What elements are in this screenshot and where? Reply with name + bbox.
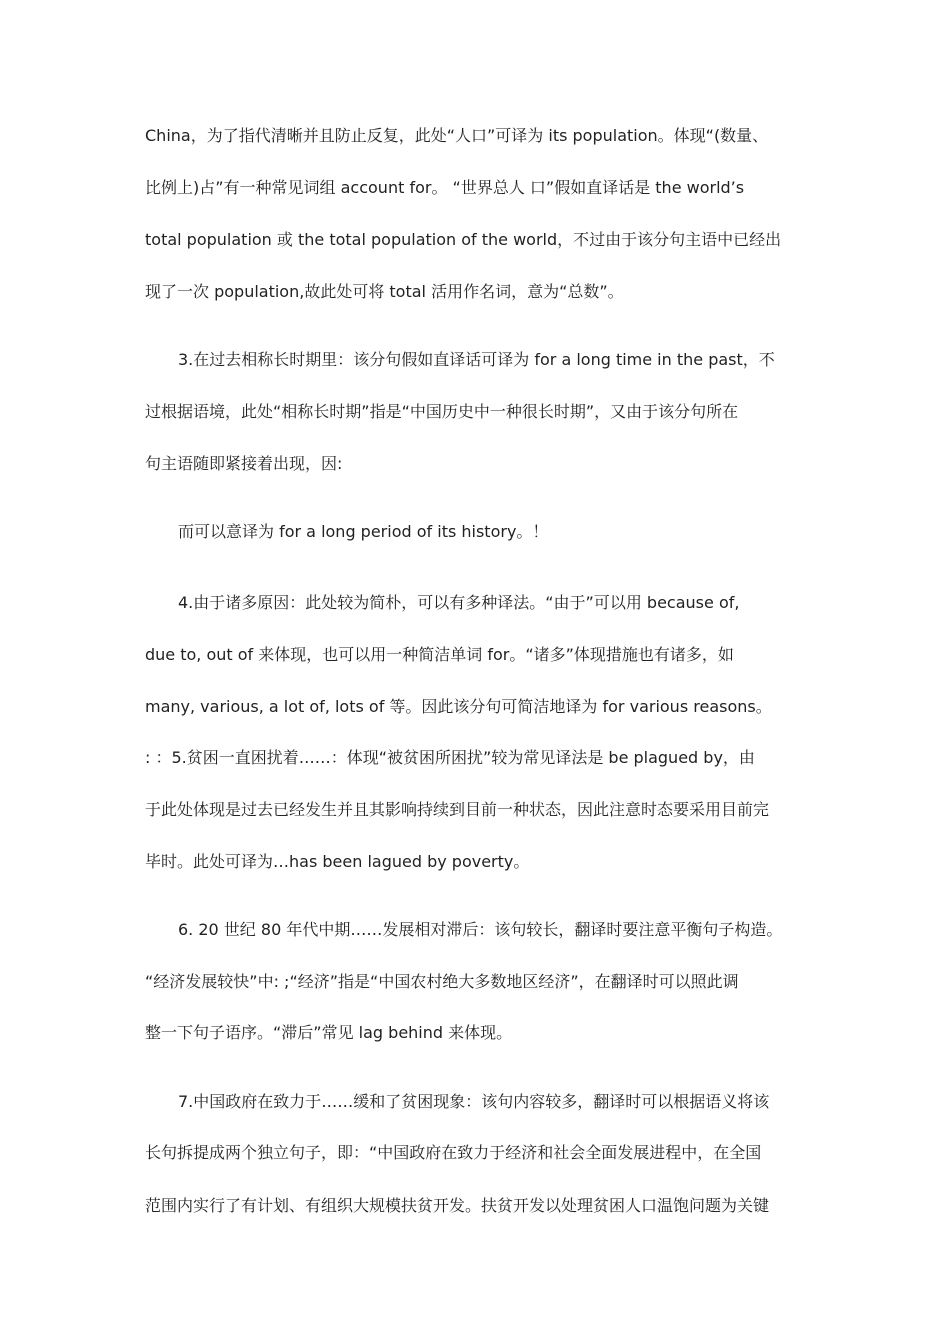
text-line: : ：5.贫困一直困扰着……：体现“被贫困所困扰”较为常见译法是 be plagued by，由 <box>145 748 755 767</box>
text-line: “经济发展较快”中: ;“经济”指是“中国农村绝大多数地区经济”，在翻译时可以照此调 <box>145 972 739 991</box>
text-line: 长句拆提成两个独立句子，即：“中国政府在致力于经济和社会全面发展进程中，在全国 <box>145 1143 762 1162</box>
text-line: 现了一次 population,故此处可将 total 活用作名词，意为“总数”。 <box>145 282 624 301</box>
text-line: many, various, a lot of, lots of 等。因此该分句可简洁地译为 for various reasons。 <box>145 697 772 716</box>
text-line: 比例上)占”有一种常见词组 account for。 “世界总人 口”假如直译话是 the world’s <box>145 178 745 197</box>
text-line: 而可以意译为 for a long period of its history。！ <box>178 522 549 541</box>
text-line: total population 或 the total population of the world，不过由于该分句主语中已经出 <box>145 230 782 249</box>
text-line: 于此处体现是过去已经发生并且其影响持续到目前一种状态，因此注意时态要采用目前完 <box>145 800 770 819</box>
text-line: 7.中国政府在致力于……缓和了贫困现象：该句内容较多，翻译时可以根据语义将该 <box>178 1092 770 1111</box>
text-line: 过根据语境，此处“相称长时期”指是“中国历史中一种很长时期”，又由于该分句所在 <box>145 402 739 421</box>
text-line: China，为了指代清晰并且防止反复，此处“人口”可译为 its population。体现“(数量、 <box>145 126 769 145</box>
text-line: 范围内实行了有计划、有组织大规模扶贫开发。扶贫开发以处理贫困人口温饱问题为关键 <box>145 1196 770 1215</box>
text-line: 3.在过去相称长时期里：该分句假如直译话可译为 for a long time in the past，不 <box>178 350 775 369</box>
text-line: 整一下句子语序。“滞后”常见 lag behind 来体现。 <box>145 1023 513 1042</box>
text-line: 4.由于诸多原因：此处较为简朴，可以有多种译法。“由于”可以用 because of, <box>178 593 740 612</box>
text-line: 句主语随即紧接着出现，因: <box>145 454 343 473</box>
text-line: due to, out of 来体现，也可以用一种简洁单词 for。“诸多”体现措施也有诸多，如 <box>145 645 734 664</box>
text-line: 毕时。此处可译为…has been lagued by poverty。 <box>145 852 530 871</box>
text-line: 6. 20 世纪 80 年代中期……发展相对滞后：该句较长，翻译时要注意平衡句子构造。 <box>178 920 783 939</box>
